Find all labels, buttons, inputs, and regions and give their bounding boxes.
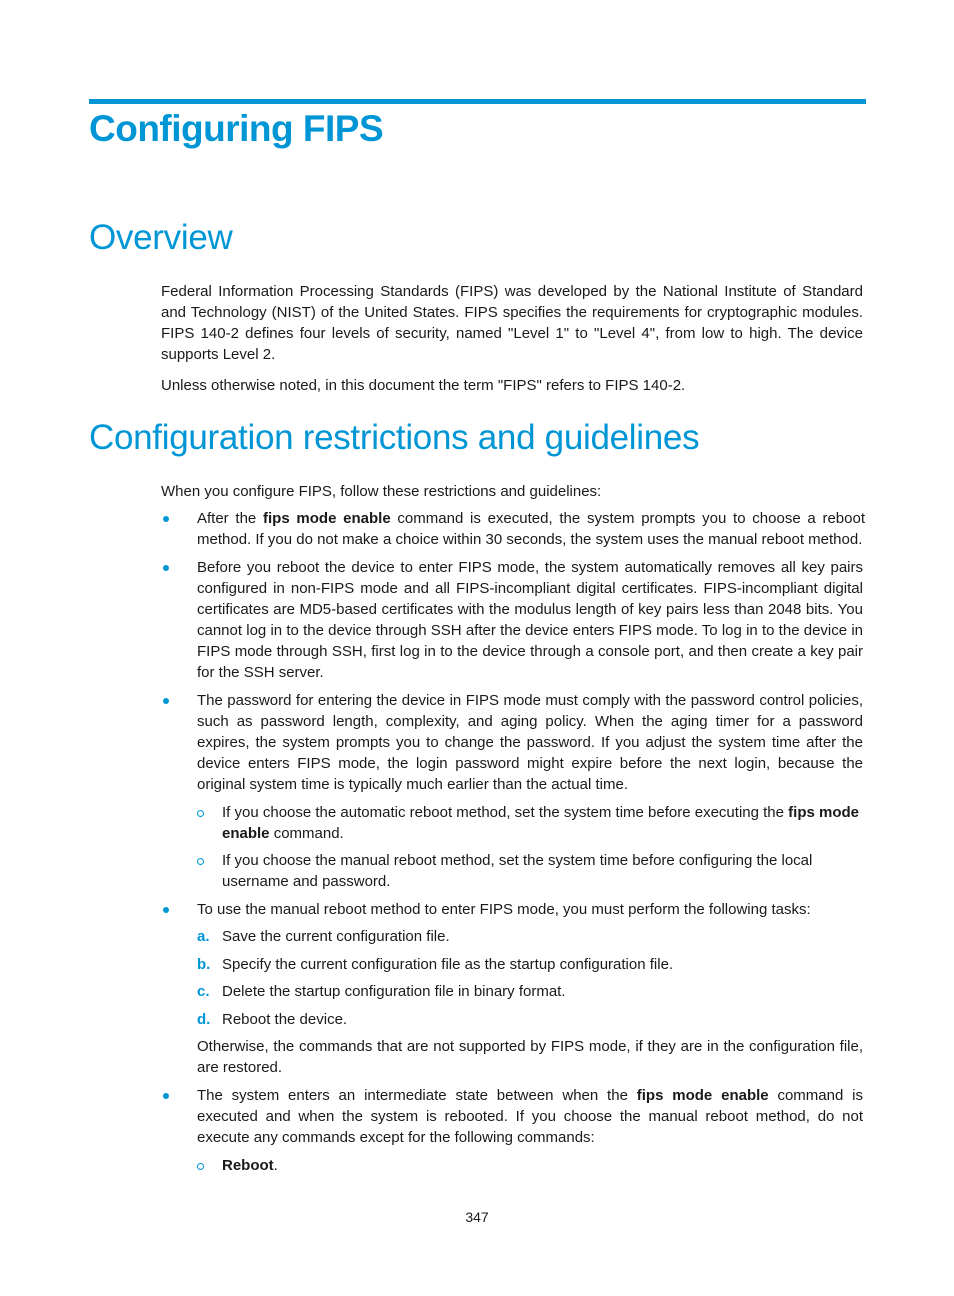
sub-bullet-item-2: If you choose the manual reboot method, set the system time before configuring the local username and password. <box>222 852 813 890</box>
step-label: d. <box>197 1011 211 1028</box>
sub-bullet-marker <box>197 858 204 865</box>
sub-bullet-marker <box>197 810 204 817</box>
bullet-marker <box>163 565 169 571</box>
bullet-marker <box>163 1093 169 1099</box>
bullet-marker <box>163 698 169 704</box>
step-text: Save the current configuration file. <box>222 928 450 945</box>
step-text: Reboot the device. <box>222 1011 348 1028</box>
bullet-item-3: The password for entering the device in FIPS mode must comply with the password control policies, such as password length, complexity, and aging policy. When the aging timer for a password expires, the system prompts you to change the password. If you adjust the system time after the device enters FIPS mode, the login password might expire before the next login, because the original system time is typically much earlier than the actual time. <box>197 692 863 793</box>
step-text: Specify the current configuration file as the startup configuration file. <box>222 956 674 973</box>
bullet-item-4: To use the manual reboot method to enter FIPS mode, you must perform the following tasks: <box>197 901 811 918</box>
overview-paragraph-2: Unless otherwise noted, in this document the term "FIPS" refers to FIPS 140-2. <box>161 377 686 394</box>
sub-bullet-item-1: If you choose the automatic reboot method, set the system time before executing the fips mode enable command. <box>222 804 859 842</box>
step-label: b. <box>197 956 211 973</box>
bullet-item-4-note: Otherwise, the commands that are not supported by FIPS mode, if they are in the configuration file, are restored. <box>197 1038 863 1076</box>
chapter-rule <box>89 99 866 104</box>
bullet-item-5: The system enters an intermediate state between when the fips mode enable command is executed and when the system is rebooted. If you choose the manual reboot method, do not execute any commands except for the following commands: <box>197 1087 863 1146</box>
step-label: a. <box>197 928 210 945</box>
sub-bullet-marker <box>197 1163 204 1170</box>
restrictions-intro: When you configure FIPS, follow these restrictions and guidelines: <box>161 483 602 500</box>
chapter-title: Configuring FIPS <box>89 108 384 149</box>
bullet-item-1: After the fips mode enable command is executed, the system prompts you to choose a reboot method. If you do not make a choice within 30 seconds, the system uses the manual reboot method. <box>197 510 866 548</box>
bullet-item-2: Before you reboot the device to enter FIPS mode, the system automatically removes all key pairs configured in non-FIPS mode and all FIPS-incompliant digital certificates. FIPS-incompliant digital certificates are MD5-based certificates with the modulus length of key pairs less than 2048 bits. You cannot log in to the device through SSH after the device enters FIPS mode. To log in to the device in FIPS mode through SSH, first log in to the device through a console port, and then create a key pair for the SSH server. <box>197 559 863 681</box>
bullet-marker <box>163 516 169 522</box>
page-number: 347 <box>465 1209 489 1225</box>
overview-paragraph-1: Federal Information Processing Standards (FIPS) was developed by the National Institute of Standard and Technology (NIST) of the United States. FIPS specifies the requirements for cryptographic modules. FIPS 140-2 defines four levels of security, named "Level 1" to "Level 4", from low to high. The device supports Level 2. <box>161 283 863 363</box>
overview-heading: Overview <box>89 218 233 257</box>
step-text: Delete the startup configuration file in binary format. <box>222 983 566 1000</box>
bullet-marker <box>163 907 169 913</box>
step-label: c. <box>197 983 210 1000</box>
restrictions-heading: Configuration restrictions and guidelines <box>89 418 700 457</box>
sub-bullet-item-reboot: Reboot. <box>222 1157 278 1174</box>
